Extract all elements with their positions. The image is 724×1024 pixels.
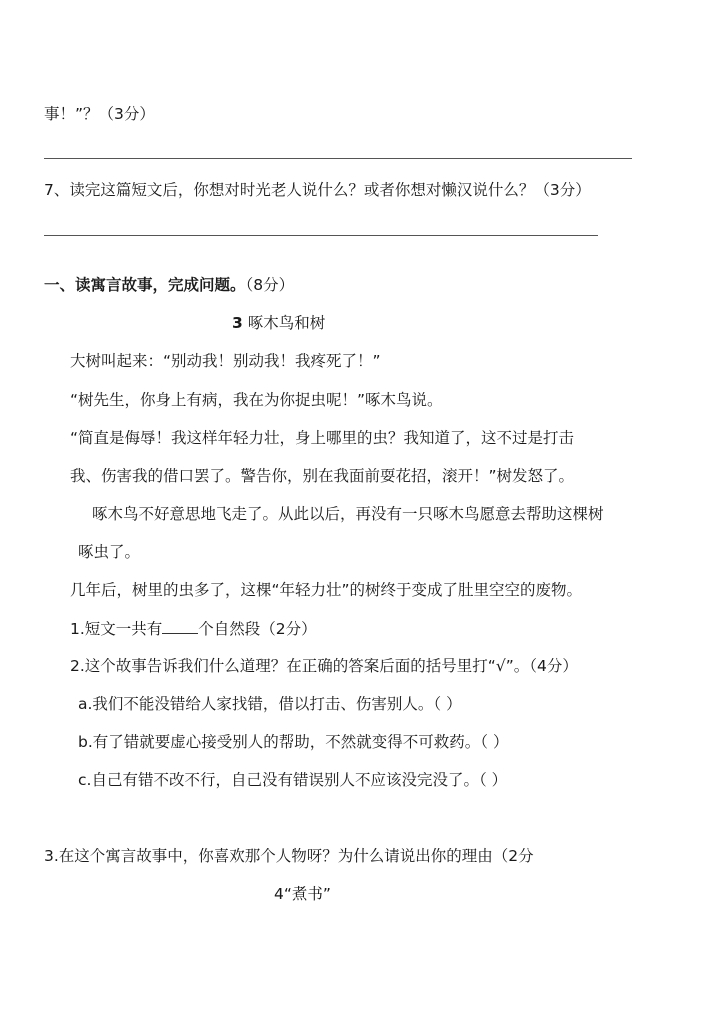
question-2: 2.这个故事告诉我们什么道理？在正确的答案后面的括号里打“√”。（4分） (70, 657, 578, 675)
section-score: （8分） (245, 276, 295, 294)
blank-field[interactable] (162, 617, 198, 634)
question-7: 7、读完这篇短文后，你想对时光老人说什么？或者你想对懒汉说什么？（3分） (44, 181, 591, 199)
answer-line-2 (44, 235, 598, 236)
question-1 (70, 617, 317, 640)
section-title: 一、读寓言故事，完成问题。 (44, 276, 246, 294)
paragraph-3-line-1: “简直是侮辱！我这样年轻力壮，身上哪里的虫？我知道了，这不过是打击 (70, 429, 575, 447)
option-a: a.我们不能没错给人家找错，借以打击、伤害别人。（ ） (78, 695, 462, 713)
option-c: c.自己有错不改不行，自己没有错误别人不应该没完没了。（ ） (78, 771, 508, 789)
paragraph-5: 几年后，树里的虫多了，这棵“年轻力壮”的树终于变成了肚里空空的废物。 (70, 581, 583, 599)
paragraph-4-line-2: 啄虫了。 (78, 543, 141, 561)
paragraph-1: 大树叫起来：“别动我！别动我！我疼死了！” (70, 352, 381, 370)
question-3: 3.在这个寓言故事中，你喜欢那个人物呀？为什么请说出你的理由（2分 (44, 847, 534, 865)
continuation-line: 事！”？（3分） (44, 105, 155, 123)
paragraph-2: “树先生，你身上有病，我在为你捉虫呢！”啄木鸟说。 (70, 391, 443, 409)
option-b: b.有了错就要虚心接受别人的帮助，不然就变得不可救药。（ ） (78, 733, 509, 751)
section-heading (44, 274, 294, 296)
next-story-title: 4“煮书” (274, 885, 331, 903)
question-1-prefix: 1.短文一共有 (70, 620, 163, 638)
paragraph-4-line-1: 啄木鸟不好意思地飞走了。从此以后，再没有一只啄木鸟愿意去帮助这棵树 (92, 505, 604, 523)
story-title-text: 啄木鸟和树 (247, 314, 326, 332)
story-number: 3 (232, 314, 243, 332)
story-title (232, 312, 325, 334)
answer-line-1 (44, 158, 632, 159)
paragraph-3-line-2: 我、伤害我的借口罢了。警告你，别在我面前耍花招，滚开！”树发怒了。 (70, 467, 575, 485)
question-1-suffix: 个自然段（2分） (198, 620, 317, 638)
